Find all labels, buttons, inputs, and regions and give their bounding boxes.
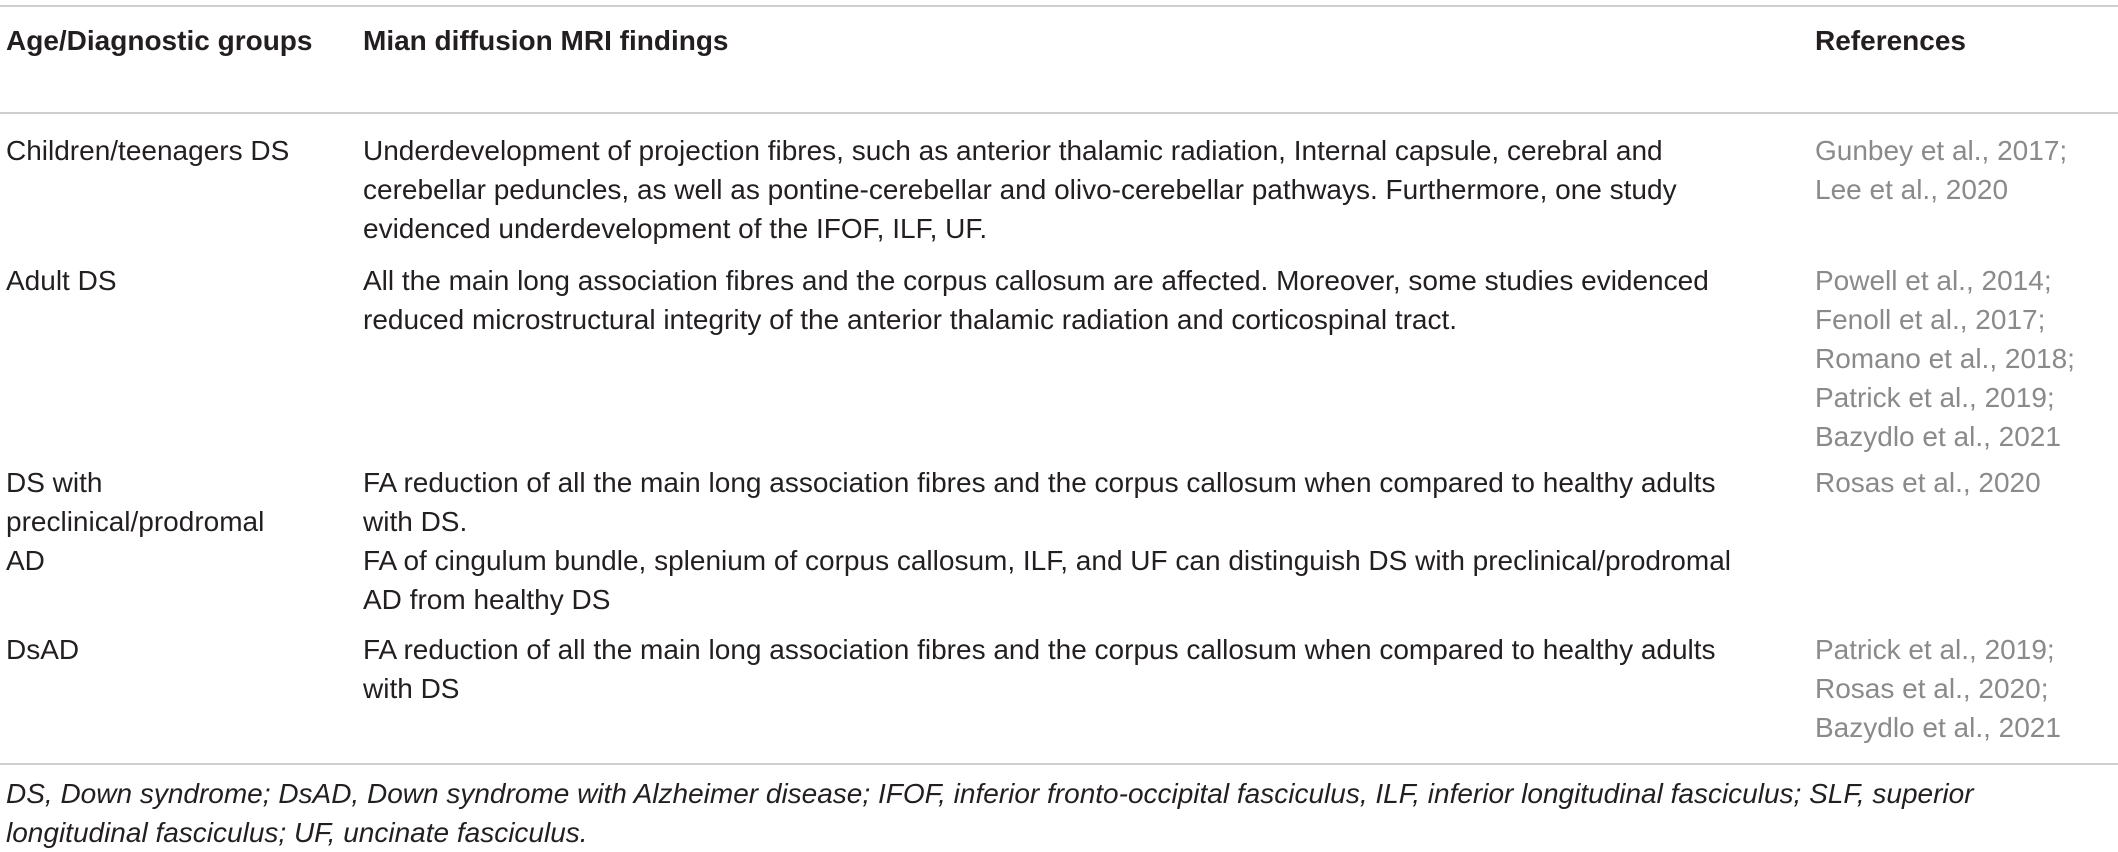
- row-references: [1815, 630, 2115, 747]
- row-group: Children/teenagers DS: [6, 135, 290, 166]
- finding-text: FA reduction of all the main long association fibres and the corpus callosum when compared to healthy adults with DS: [363, 634, 1716, 704]
- finding-text: FA of cingulum bundle, splenium of corpus callosum, ILF, and UF can distinguish DS with preclinical/prodromal AD from healthy DS: [363, 545, 1731, 615]
- row-group: DS with preclinical/prodromal AD: [6, 467, 265, 576]
- reference-link[interactable]: Lee et al., 2020: [1815, 174, 2009, 205]
- row-group: DsAD: [6, 634, 80, 665]
- table-top-rule: [0, 5, 2118, 7]
- reference-link[interactable]: Powell et al., 2014;: [1815, 265, 2052, 296]
- reference-link[interactable]: Patrick et al., 2019;: [1815, 382, 2055, 413]
- header-findings: Mian diffusion MRI findings: [363, 25, 729, 56]
- reference-link[interactable]: Romano et al., 2018;: [1815, 343, 2075, 374]
- reference-link[interactable]: Gunbey et al., 2017;: [1815, 135, 2068, 166]
- reference-link[interactable]: Patrick et al., 2019;: [1815, 634, 2055, 665]
- finding-text: All the main long association fibres and the corpus callosum are affected. Moreover, some studies evidenced reduced microstructural integrity of the anterior thalamic radiation and corticospinal tract.: [363, 265, 1709, 335]
- finding-text: Underdevelopment of projection fibres, such as anterior thalamic radiation, Internal capsule, cerebral and cerebellar peduncles, as well as pontine-cerebellar and olivo-cerebellar pathways. Furthermore, one study evidenced underdevelopment of the IFOF, ILF, UF.: [363, 135, 1677, 244]
- table-bottom-rule: [0, 763, 2118, 765]
- reference-link[interactable]: Bazydlo et al., 2021: [1815, 421, 2061, 452]
- reference-link[interactable]: Rosas et al., 2020: [1815, 467, 2041, 498]
- row-references: [1815, 131, 2115, 209]
- finding-text: FA reduction of all the main long association fibres and the corpus callosum when compared to healthy adults with DS.: [363, 467, 1716, 537]
- row-references: [1815, 261, 2115, 456]
- row-findings: [363, 463, 1758, 619]
- reference-link[interactable]: Fenoll et al., 2017;: [1815, 304, 2046, 335]
- table-footnote: DS, Down syndrome; DsAD, Down syndrome with Alzheimer disease; IFOF, inferior fronto-occipital fasciculus, ILF, inferior longitudinal fasciculus; SLF, superior longitudinal fasciculus; UF, uncinate fasciculus.: [6, 778, 1974, 848]
- row-findings: [363, 261, 1758, 339]
- reference-link[interactable]: Bazydlo et al., 2021: [1815, 712, 2061, 743]
- reference-link[interactable]: Rosas et al., 2020;: [1815, 673, 2049, 704]
- table-header-rule: [0, 112, 2118, 114]
- row-group: Adult DS: [6, 265, 117, 296]
- header-group: Age/Diagnostic groups: [6, 25, 313, 56]
- row-findings: [363, 131, 1758, 248]
- header-references: References: [1815, 25, 1966, 56]
- row-references: [1815, 463, 2115, 502]
- row-findings: [363, 630, 1758, 708]
